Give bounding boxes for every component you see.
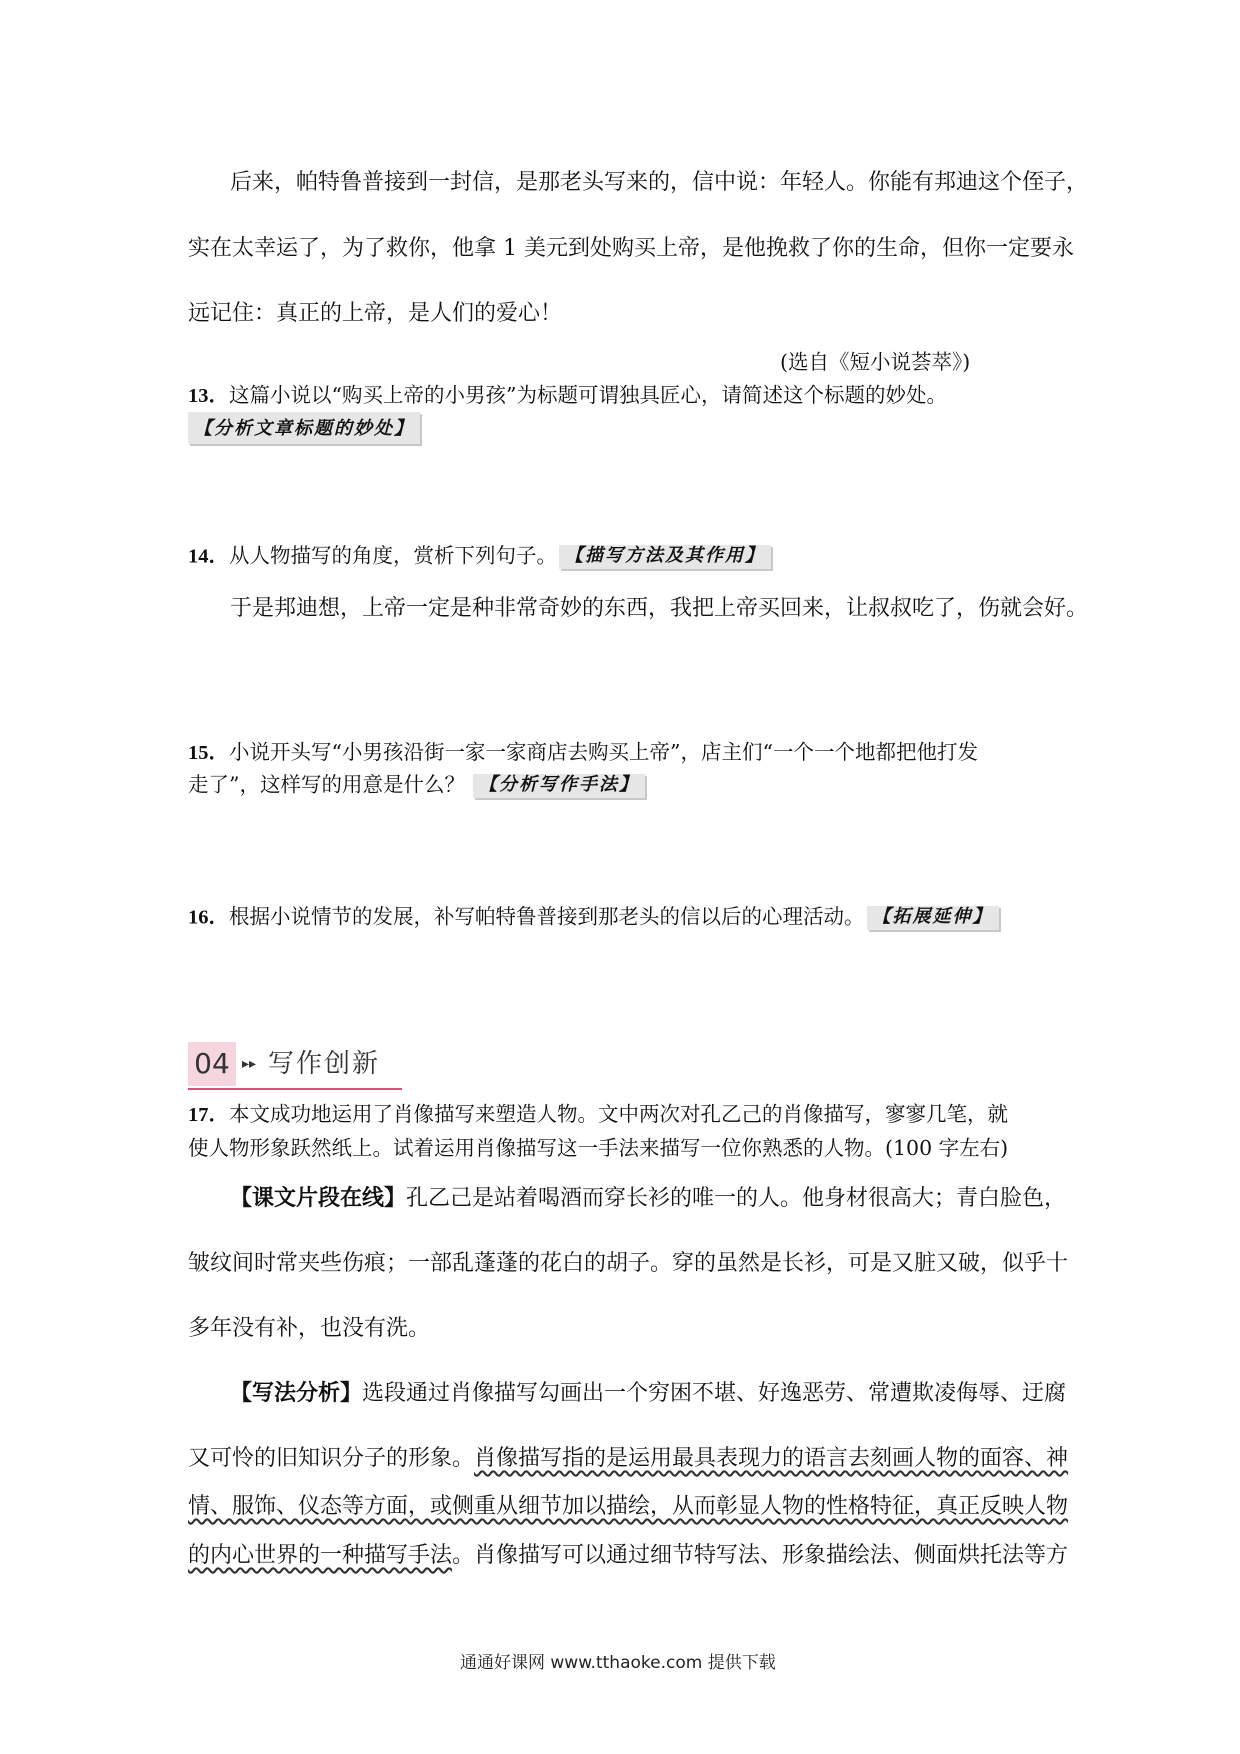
- question-17-line2: 使人物形象跃然纸上。试着运用肖像描写这一手法来描写一位你熟悉的人物。(100 字左右): [188, 1136, 1009, 1160]
- question-16: [188, 906, 999, 930]
- question-number: 14．: [188, 545, 229, 568]
- passage-line: 实在太幸运了，为了救你，他拿 1 美元到处购买上帝，是他挽救了你的生命，但你一定要永: [188, 236, 1074, 261]
- section-title: 写作创新: [268, 1049, 381, 1079]
- passage-line: 后来，帕特鲁普接到一封信，是那老头写来的，信中说：年轻人。你能有邦迪这个侄子，: [230, 170, 1089, 195]
- analysis-line: [188, 1448, 1068, 1470]
- question-tag: 【拓展延伸】: [867, 906, 999, 930]
- question-13: [188, 385, 947, 407]
- excerpt-label: 【课文片段在线】: [230, 1186, 407, 1211]
- question-text: 走了”，这样写的用意是什么？: [188, 772, 465, 797]
- question-13-tag-wrap: [188, 412, 420, 444]
- question-text: 从人物描写的角度，赏析下列句子。: [229, 543, 557, 568]
- analysis-text: 。肖像描写可以通过细节特写法、形象描绘法、侧面烘托法等方: [452, 1543, 1069, 1568]
- analysis-underlined-text: 情、服饰、仪态等方面，或侧重从细节加以描绘，从而彰显人物的性格特征，真正反映人物: [188, 1494, 1069, 1519]
- page-footer: 通通好课网 www.tthaoke.com 提供下载: [460, 1653, 776, 1673]
- question-text: 根据小说情节的发展，补写帕特鲁普接到那老头的信以后的心理活动。: [229, 904, 865, 929]
- analysis-text: 又可怜的旧知识分子的形象。: [188, 1446, 475, 1471]
- analysis-line: [188, 1496, 1068, 1518]
- question-number: 17．: [188, 1104, 229, 1126]
- analysis-line: [230, 1383, 1066, 1405]
- question-number: 13．: [188, 385, 229, 407]
- analysis-underlined-text: 的内心世界的一种描写手法: [188, 1543, 453, 1568]
- question-tag: 【分析写作手法】: [473, 774, 645, 798]
- question-text: 这篇小说以“购买上帝的小男孩”为标题可谓独具匠心，请简述这个标题的妙处。: [229, 383, 947, 407]
- question-tag: 【分析文章标题的妙处】: [188, 412, 420, 444]
- question-number: 15．: [188, 742, 229, 764]
- section-header: [188, 1042, 402, 1090]
- question-15: [188, 742, 978, 764]
- question-14: [188, 545, 771, 569]
- excerpt-line: 皱纹间时常夹些伤痕；一部乱蓬蓬的花白的胡子。穿的虽然是长衫，可是又脏又破，似乎十: [188, 1251, 1069, 1276]
- question-text: 小说开头写“小男孩沿街一家一家商店去购买上帝”，店主们“一个一个地都把他打发: [229, 740, 978, 764]
- section-number: 04: [188, 1042, 236, 1086]
- question-text: 本文成功地运用了肖像描写来塑造人物。文中两次对孔乙己的肖像描写，寥寥几笔，就: [229, 1102, 1008, 1126]
- double-arrow-icon: ▸▸: [242, 1056, 257, 1072]
- excerpt-text: 孔乙己是站着喝酒而穿长衫的唯一的人。他身材很高大；青白脸色，: [406, 1186, 1067, 1211]
- question-number: 16．: [188, 906, 229, 929]
- passage-source: (选自《短小说荟萃》): [780, 350, 971, 374]
- analysis-underlined-text: 肖像描写指的是运用最具表现力的语言去刻画人物的面容、神: [474, 1446, 1069, 1471]
- quoted-sentence: 于是邦迪想，上帝一定是种非常奇妙的东西，我把上帝买回来，让叔叔吃了，伤就会好。: [230, 596, 1089, 621]
- question-tag: 【描写方法及其作用】: [559, 545, 771, 569]
- question-17: [188, 1104, 1008, 1126]
- excerpt-line: [230, 1188, 1066, 1210]
- passage-line: 远记住：真正的上帝，是人们的爱心！: [188, 301, 563, 326]
- analysis-line: [188, 1545, 1068, 1567]
- excerpt-line: 多年没有补，也没有洗。: [188, 1316, 431, 1341]
- analysis-text: 选段通过肖像描写勾画出一个穷困不堪、好逸恶劳、常遭欺凌侮辱、迂腐: [362, 1381, 1067, 1406]
- analysis-label: 【写法分析】: [230, 1381, 363, 1406]
- question-15-line2: [188, 774, 645, 798]
